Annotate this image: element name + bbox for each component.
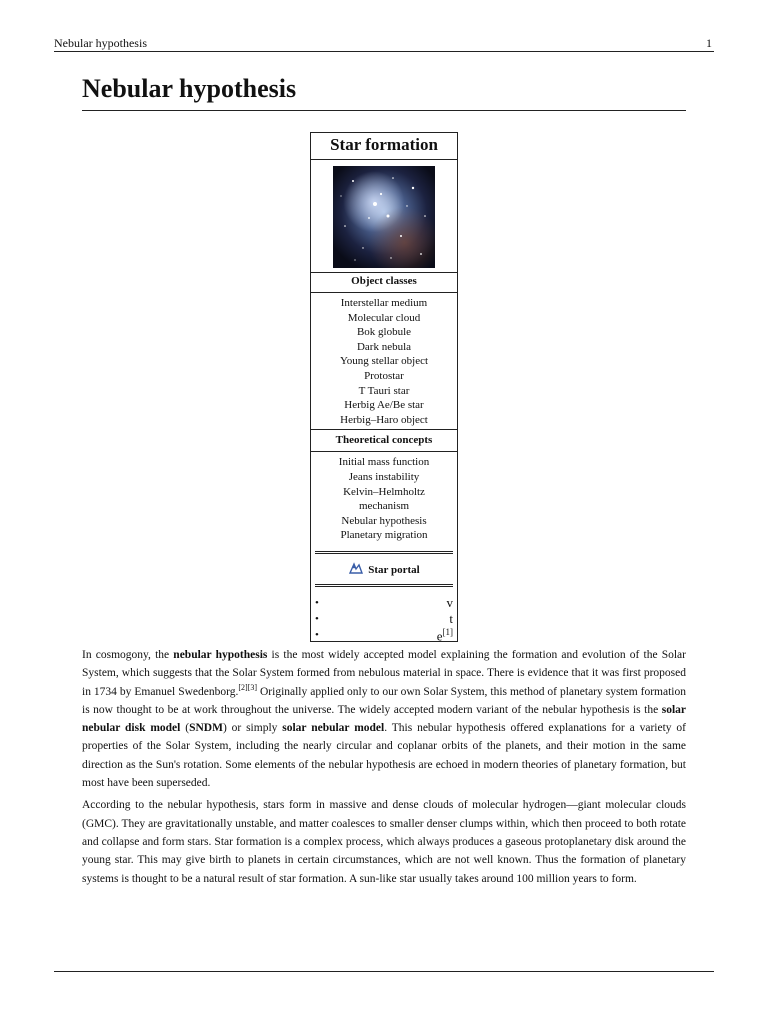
vte-view-link[interactable]: v <box>446 594 453 610</box>
citation-ref[interactable]: [2][3] <box>238 682 258 692</box>
infobox-link[interactable]: Herbig–Haro object <box>340 413 428 426</box>
object-classes-list <box>311 293 457 430</box>
star-portal-link[interactable] <box>315 551 453 587</box>
infobox <box>310 132 458 642</box>
bold-term: solar nebular model <box>282 722 385 735</box>
bold-term: nebular hypothesis <box>173 649 268 661</box>
infobox-link[interactable]: Interstellar medium <box>340 297 428 309</box>
infobox-link[interactable]: Planetary migration <box>340 529 428 542</box>
citation-ref[interactable]: [1] <box>442 626 453 637</box>
star-portal-icon <box>348 562 364 575</box>
page-number: 1 <box>706 36 712 50</box>
infobox-link[interactable]: Nebular hypothesis <box>341 514 427 527</box>
infobox-title: Star formation <box>311 133 457 160</box>
infobox-link[interactable]: Protostar <box>364 369 404 382</box>
star-portal-label: Star portal <box>368 563 420 576</box>
text-run: ) or simply <box>222 722 283 735</box>
infobox-link[interactable]: Initial mass function <box>338 456 430 469</box>
infobox-link[interactable]: Molecular cloud <box>347 311 421 324</box>
infobox-link[interactable]: Dark nebula <box>356 340 412 353</box>
bold-term: solar nebular disk model <box>82 703 686 735</box>
bullet: • <box>315 612 319 625</box>
vte-edit-link[interactable]: e <box>436 628 443 644</box>
bold-term: SNDM <box>189 722 223 735</box>
paragraph-1 <box>82 646 686 792</box>
text-run: In cosmogony, the <box>82 649 174 661</box>
infobox-link[interactable]: Bok globule <box>356 326 412 339</box>
text-run: Originally applied only to our own Solar System, this method of planetary system formation is now thought to be at work throughout the universe. The widely accepted modern variant of the nebular hypothesis is the <box>82 685 686 716</box>
infobox-link[interactable]: Herbig Ae/Be star <box>344 399 424 412</box>
text-run: is the most widely accepted model explaining the formation and evolution of the Solar System, which suggests that the Solar System formed from nebulous material in space. There is evidence that it was first proposed in 1734 by Emanuel Swedenborg. <box>82 649 686 698</box>
infobox-link[interactable]: Young stellar object <box>339 355 429 368</box>
infobox-link[interactable]: Kelvin–Helmholtz <box>343 485 425 498</box>
paragraph-2: According to the nebular hypothesis, stars form in massive and dense clouds of molecular hydrogen—giant molecular clouds (GMC). They are gravitationally unstable, and matter coalesces to smaller denser clumps within, which then proceed to both rotate and collapse and form stars. Star formation is a complex process, which always produces a gaseous protoplanetary disk around the young star. This may give birth to planets in certain circumstances, which are not well known. Thus the formation of planetary systems is thought to be a natural result of star formation. A sun-like star usually takes around 100 million years to form. <box>82 799 686 885</box>
bullet: • <box>315 628 319 641</box>
running-header <box>54 36 714 52</box>
infobox-link[interactable]: Jeans instability <box>348 470 420 483</box>
theoretical-concepts-heading: Theoretical concepts <box>311 430 457 452</box>
bullet: • <box>315 596 319 609</box>
page-title: Nebular hypothesis <box>82 72 686 111</box>
article-body <box>82 646 686 892</box>
vte-talk-link[interactable]: t <box>449 610 453 626</box>
infobox-link[interactable]: mechanism <box>358 500 410 513</box>
text-run: . This nebular hypothesis offered explanations for a variety of properties of the Solar System, including the nearly circular and coplanar orbits of the planets, and their motion in the same direction as the Sun's rotation. Some elements of the nebular hypothesis are echoed in modern theories of planetary formation, but most have been superseded. <box>82 722 686 790</box>
theoretical-concepts-list <box>311 452 457 545</box>
infobox-image-container <box>311 160 457 273</box>
footer-rule <box>54 971 714 972</box>
infobox-link[interactable]: T Tauri star <box>358 384 410 397</box>
starfield-nebula-image[interactable] <box>333 166 435 268</box>
text-run: ( <box>180 722 190 735</box>
object-classes-heading: Object classes <box>311 273 457 293</box>
navbox-vte <box>311 587 457 644</box>
running-title: Nebular hypothesis <box>54 36 147 50</box>
